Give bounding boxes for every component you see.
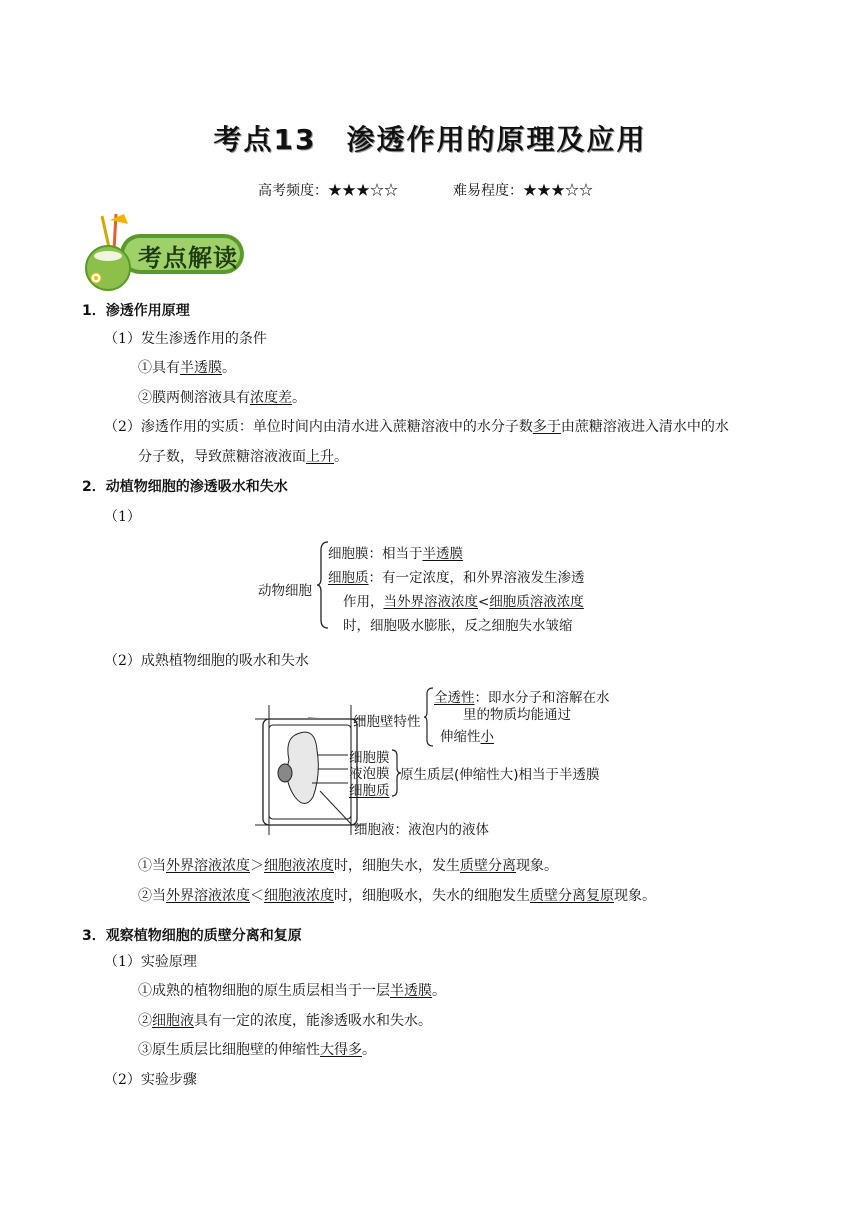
text: ②膜两侧溶液具有 <box>138 390 250 406</box>
page-title: 考点13 渗透作用的原理及应用 <box>213 123 647 156</box>
text: 时，细胞失水，发生 <box>334 858 460 874</box>
keyword: 细胞质溶液浓度 <box>489 594 584 610</box>
text: ：有一定浓度，和外界溶液发生渗透 <box>368 570 585 586</box>
difficulty-stars: ★★★☆☆ <box>523 183 593 199</box>
section3-item3 <box>138 1039 376 1059</box>
section-badge <box>80 212 250 292</box>
text: ：即水分子和溶解在水 <box>474 690 610 706</box>
section3-sub1: （1）实验原理 <box>104 954 197 970</box>
plant-vacuole-membrane-label: 液泡膜 <box>349 766 390 782</box>
difficulty-label: 难易程度： <box>453 183 523 199</box>
keyword: 细胞质 <box>328 570 369 586</box>
text: < <box>478 594 490 610</box>
text: 分子数，导致蔗糖溶液液面 <box>138 449 306 465</box>
section2-heading: 2．动植物细胞的渗透吸水和失水 <box>82 479 288 495</box>
keyword: 质壁分离复原 <box>530 888 614 904</box>
keyword: 半透膜 <box>422 546 463 562</box>
text: 。 <box>362 1042 376 1058</box>
section3-heading: 3．观察植物细胞的质壁分离和复原 <box>82 928 302 944</box>
text: ＞ <box>250 858 264 874</box>
plant-wall-item2 <box>440 725 494 745</box>
section2-sub1: （1） <box>104 509 141 525</box>
text: ③原生质层比细胞壁的伸缩性 <box>138 1042 320 1058</box>
badge-text: 考点解读 <box>138 244 238 272</box>
section1-sub2-line2 <box>138 446 348 466</box>
section1-heading: 1．渗透作用原理 <box>82 303 190 319</box>
keyword: 多于 <box>532 419 561 435</box>
text: 。 <box>432 983 446 999</box>
frequency-rating <box>258 180 398 200</box>
animal-line3 <box>343 590 584 610</box>
section3-item1 <box>138 980 446 1000</box>
plant-wall-label: 细胞壁特性 <box>353 714 421 730</box>
section1-item2 <box>138 387 306 407</box>
animal-line2 <box>328 566 585 586</box>
text: 作用， <box>343 594 384 610</box>
text: 现象。 <box>516 858 558 874</box>
frequency-label: 高考频度： <box>258 183 328 199</box>
keyword: 当外界溶液浓度 <box>383 594 478 610</box>
text: 具有一定的浓度，能渗透吸水和失水。 <box>194 1013 432 1029</box>
text: 伸缩性 <box>440 729 481 745</box>
keyword: 外界溶液浓度 <box>166 858 250 874</box>
section2-sub2: （2）成熟植物细胞的吸水和失水 <box>104 653 309 669</box>
text: ①成熟的植物细胞的原生质层相当于一层 <box>138 983 390 999</box>
animal-line1 <box>328 542 463 562</box>
keyword: 细胞液 <box>152 1013 194 1029</box>
text: ①当 <box>138 858 166 874</box>
keyword: 上升 <box>306 449 334 465</box>
text: 。 <box>334 449 348 465</box>
keyword: 浓度差 <box>250 390 292 406</box>
plasmolysis-point <box>138 855 558 875</box>
frequency-stars: ★★★☆☆ <box>328 183 398 199</box>
text: ② <box>138 1013 152 1029</box>
text: （2）渗透作用的实质：单位时间内由清水进入蔗糖溶液中的水分子数 <box>104 419 533 435</box>
text: 细胞膜：相当于 <box>328 546 423 562</box>
plant-wall-item1-line2: 里的物质均能通过 <box>463 707 571 723</box>
section1-item1 <box>138 357 236 377</box>
protoplast-label: 原生质层(伸缩性大)相当于半透膜 <box>400 767 600 783</box>
keyword: 质壁分离 <box>460 858 516 874</box>
keyword: 小 <box>480 729 494 745</box>
plant-cytoplasm-label <box>349 779 390 799</box>
keyword: 大得多 <box>320 1042 362 1058</box>
text: ＜ <box>250 888 264 904</box>
animal-cell-root: 动物细胞 <box>258 583 312 599</box>
keyword: 半透膜 <box>390 983 432 999</box>
keyword: 细胞液浓度 <box>264 858 334 874</box>
keyword: 细胞液浓度 <box>264 888 334 904</box>
section1-sub2 <box>104 416 729 436</box>
section3-item2 <box>138 1010 432 1030</box>
cell-sap-label: 细胞液：液泡内的液体 <box>354 822 489 838</box>
difficulty-rating <box>453 180 593 200</box>
text: 由蔗糖溶液进入清水中的水 <box>560 419 729 435</box>
text: 时，细胞吸水，失水的细胞发生 <box>334 888 530 904</box>
text: 。 <box>222 360 236 376</box>
keyword: 半透膜 <box>180 360 222 376</box>
section1-sub1: （1）发生渗透作用的条件 <box>104 331 267 347</box>
plant-membrane-label: 细胞膜 <box>349 750 390 766</box>
text: ①具有 <box>138 360 180 376</box>
text: ②当 <box>138 888 166 904</box>
animal-line4: 时，细胞吸水膨胀，反之细胞失水皱缩 <box>343 618 573 634</box>
keyword: 细胞质 <box>349 783 390 799</box>
text: 。 <box>292 390 306 406</box>
deplasmolysis-point <box>138 885 656 905</box>
keyword: 全透性 <box>434 690 475 706</box>
text: 现象。 <box>614 888 656 904</box>
keyword: 外界溶液浓度 <box>166 888 250 904</box>
section3-sub2: （2）实验步骤 <box>104 1072 197 1088</box>
